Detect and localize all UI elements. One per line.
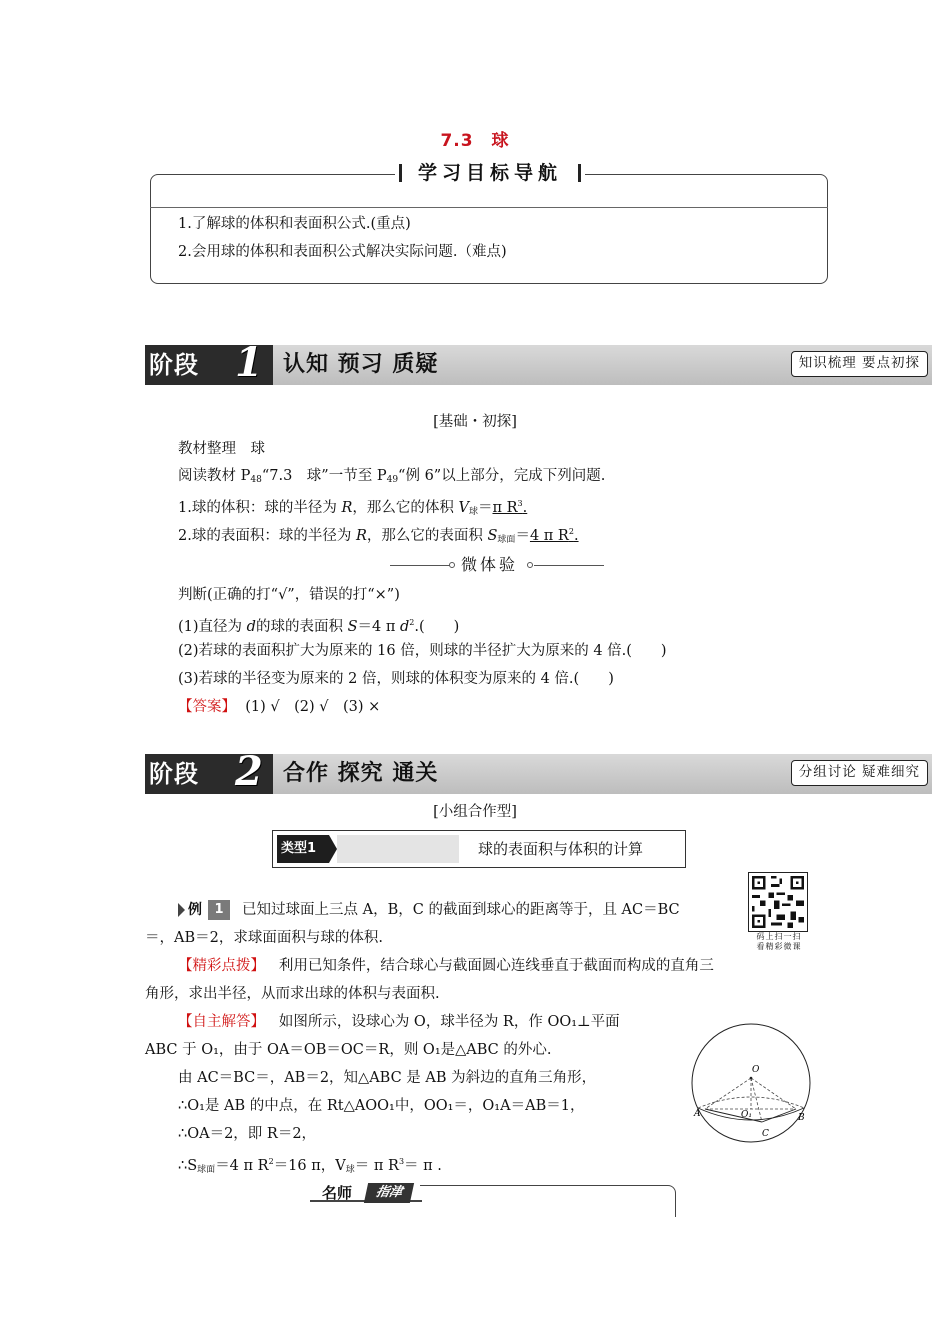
judge-item-2: (2)若球的表面积扩大为原来的 16 倍，则球的半径扩大为原来的 4 倍.( ) xyxy=(178,643,667,659)
q1-b: 的球的表面积 xyxy=(255,619,348,635)
volume-answer-sup: 3 xyxy=(517,499,523,508)
section-title: 7.3 球 xyxy=(440,131,510,151)
sol6-sup2: 3 xyxy=(398,1157,405,1166)
solution-line-2: ABC 于 O₁，由于 OA＝OB＝OC＝R，则 O₁是△ABC 的外心. xyxy=(145,1042,552,1058)
sol6-e: ＝ π . xyxy=(404,1158,442,1174)
qr-caption-1: 码上扫一扫 xyxy=(756,932,802,941)
type-arrow-icon xyxy=(329,835,337,863)
volume-lead: 1.球的体积：球的半径为 xyxy=(178,500,342,516)
solution-text-1: 如图所示，设球心为 O，球半径为 R，作 OO₁⊥平面 xyxy=(278,1014,620,1030)
micro-divider-dot-right xyxy=(527,562,533,568)
volume-v: V xyxy=(458,500,469,516)
label-a: A xyxy=(694,1109,701,1119)
stage1-subhead: [基础・初探] xyxy=(433,414,517,430)
goals-divider xyxy=(150,207,828,208)
surface-s: S xyxy=(487,528,498,544)
segment-ac xyxy=(705,1109,762,1122)
micro-title: 微体验 xyxy=(461,555,519,574)
example-number: 1 xyxy=(208,900,230,920)
judge-item-1 xyxy=(178,613,459,637)
teacher-box-frame xyxy=(420,1185,676,1217)
goals-header xyxy=(395,158,585,188)
qr-caption-2: 看精彩微课 xyxy=(756,942,802,951)
label-b: B xyxy=(798,1113,805,1123)
surface-answer-sup: 2 xyxy=(568,527,574,536)
hint-line-2: 角形，求出半径，从而求出球的体积与表面积. xyxy=(145,986,440,1002)
example-line-1: 已知过球面上三点 A，B，C 的截面到球心的距离等于，且 AC＝BC xyxy=(242,902,680,918)
volume-mid: ，那么它的体积 xyxy=(352,500,459,516)
sol6-c: ＝16 π，V xyxy=(273,1158,346,1174)
stage2-tag: 分组讨论 疑难细究 xyxy=(791,760,928,786)
solution-line-1 xyxy=(178,1012,620,1032)
judge-item-3: (3)若球的半径变为原来的 2 倍，则球的体积变为原来的 4 倍.( ) xyxy=(178,671,614,687)
solution-line-4: ∴O₁是 AB 的中点，在 Rt△AOO₁中，OO₁＝，O₁A＝AB＝1， xyxy=(178,1098,585,1114)
sol6-b: ＝4 π R xyxy=(215,1158,269,1174)
reading-b: “7.3 球”一节至 P xyxy=(261,468,387,484)
surface-lead: 2.球的表面积：球的半径为 xyxy=(178,528,356,544)
reading-a-sub: 48 xyxy=(250,475,262,485)
type-title: 球的表面积与体积的计算 xyxy=(478,840,644,858)
qr-code-icon[interactable] xyxy=(748,872,808,932)
answer-text: (1) √ (2) √ (3) × xyxy=(245,699,381,715)
q1-c: ＝4 π xyxy=(357,619,400,635)
volume-end: . xyxy=(522,500,528,516)
sol6-sup1: 2 xyxy=(268,1157,274,1166)
hint-label: 【精彩点拨】 xyxy=(178,958,265,974)
example-word: 例 xyxy=(188,902,202,918)
type-box xyxy=(272,830,686,868)
goals-header-bar-left xyxy=(399,164,402,182)
q1-d2: d xyxy=(399,619,410,635)
teacher-label: 名师 xyxy=(322,1184,353,1202)
q1-a: (1)直径为 xyxy=(178,619,247,635)
q1-s: S xyxy=(347,619,358,635)
type-label: 类型1 xyxy=(277,835,329,863)
surface-r: R xyxy=(355,528,367,544)
volume-eq: ＝ xyxy=(477,500,493,516)
sphere-figure xyxy=(688,1020,814,1146)
solution-line-3: 由 AC＝BC＝，AB＝2，知△ABC 是 AB 为斜边的直角三角形， xyxy=(178,1070,597,1086)
stage2-banner xyxy=(145,748,932,795)
goals-header-bar-right xyxy=(578,164,581,182)
label-o: O xyxy=(752,1065,760,1075)
surface-answer-text: 4 π R xyxy=(529,528,569,544)
hint-line-1 xyxy=(178,956,714,976)
goal-item-2: 2.会用球的体积和表面积公式解决实际问题.（难点) xyxy=(178,244,507,260)
volume-r: R xyxy=(341,500,353,516)
micro-divider-right xyxy=(534,565,604,566)
answer-line xyxy=(178,697,380,717)
surface-eq: ＝ xyxy=(515,528,530,544)
surface-line xyxy=(178,522,579,550)
judge-intro: 判断(正确的打“√”，错误的打“×”) xyxy=(178,587,400,603)
reading-c: “例 6”以上部分，完成下列问题. xyxy=(398,468,606,484)
segment-bc xyxy=(762,1109,796,1122)
q1-d: d xyxy=(246,619,256,635)
stage2-caption: 合作 探究 通关 xyxy=(283,761,439,786)
volume-v-sub: 球 xyxy=(468,507,478,517)
segment-oa xyxy=(705,1078,751,1109)
micro-divider-dot-left xyxy=(449,562,455,568)
hint-text-1: 利用已知条件，结合球心与截面圆心连线垂直于截面而构成的直角三 xyxy=(278,958,714,974)
stage1-prefix: 阶段 xyxy=(149,351,199,379)
example-line-2: ＝，AB＝2，求球面面积与球的体积. xyxy=(145,930,383,946)
volume-line xyxy=(178,494,527,522)
q1-e: .( ) xyxy=(414,619,460,635)
q1-sup: 2 xyxy=(409,618,415,627)
volume-answer-text: π R xyxy=(492,500,518,516)
stage2-subhead: [小组合作型] xyxy=(433,804,517,820)
surface-mid: ，那么它的表面积 xyxy=(366,528,488,544)
sol6-d: ＝ π R xyxy=(354,1158,399,1174)
answer-label: 【答案】 xyxy=(178,699,236,715)
volume-answer xyxy=(492,500,527,516)
type-box-shade xyxy=(337,835,459,863)
label-o1: O₁ xyxy=(741,1110,752,1120)
teacher-tag: 指津 xyxy=(364,1183,414,1203)
qr-caption xyxy=(746,932,812,952)
label-c: C xyxy=(762,1129,769,1139)
material-title: 教材整理 球 xyxy=(178,441,265,457)
stage1-caption: 认知 预习 质疑 xyxy=(283,352,439,377)
surface-answer xyxy=(530,528,579,544)
surface-s-sub: 球面 xyxy=(497,535,516,545)
stage1-banner xyxy=(145,339,932,386)
reading-line xyxy=(178,466,605,490)
example-triangle-icon xyxy=(178,903,185,917)
surface-end: . xyxy=(573,528,579,544)
micro-divider-left xyxy=(390,565,450,566)
stage1-number: 1 xyxy=(235,339,263,386)
goal-item-1: 1.了解球的体积和表面积公式.(重点) xyxy=(178,216,411,232)
solution-line-5: ∴OA＝2，即 R＝2， xyxy=(178,1126,317,1142)
reading-a: 阅读教材 P xyxy=(178,468,251,484)
sol6-sub1: 球面 xyxy=(197,1165,216,1175)
point-o xyxy=(750,1077,753,1080)
sol6-sub2: 球 xyxy=(345,1165,355,1175)
sol6-a: ∴S xyxy=(178,1158,198,1174)
stage1-tag: 知识梳理 要点初探 xyxy=(791,351,928,377)
goals-header-text: 学习目标导航 xyxy=(417,162,562,184)
stage2-prefix: 阶段 xyxy=(149,760,199,788)
solution-label: 【自主解答】 xyxy=(178,1014,265,1030)
reading-b-sub: 49 xyxy=(386,475,399,485)
solution-line-6 xyxy=(178,1152,442,1180)
stage2-number: 2 xyxy=(235,748,263,795)
